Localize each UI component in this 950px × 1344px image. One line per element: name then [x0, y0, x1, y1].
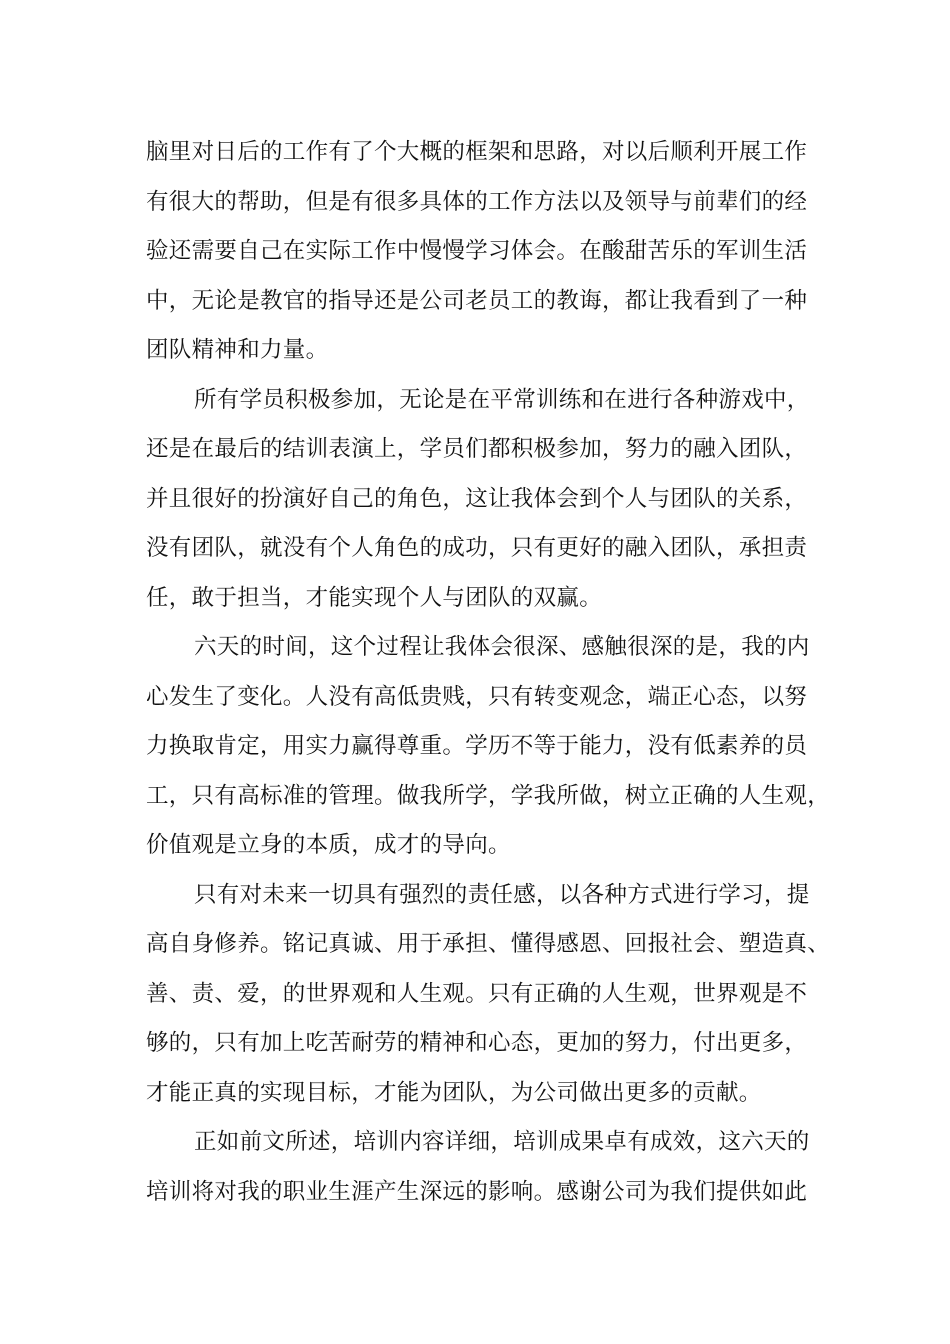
text-line: 任，敢于担当，才能实现个人与团队的双赢。: [146, 584, 603, 611]
text-line: 才能正真的实现目标，才能为团队，为公司做出更多的贡献。: [146, 1079, 762, 1106]
text-line: 还是在最后的结训表演上，学员们都积极参加，努力的融入团队，: [146, 436, 808, 462]
paragraph-first-line: 正如前文所述，培训内容详细，培训成果卓有成效，这六天的: [194, 1129, 810, 1155]
text-line: 工，只有高标准的管理。做我所学，学我所做，树立正确的人生观，: [146, 782, 831, 809]
paragraph-first-line: 只有对未来一切具有强烈的责任感，以各种方式进行学习，提: [194, 881, 810, 908]
text-line: 力换取肯定，用实力赢得尊重。学历不等于能力，没有低素养的员: [146, 733, 808, 759]
text-line: 高自身修养。铭记真诚、用于承担、懂得感恩、回报社会、塑造真、: [146, 931, 831, 957]
text-line: 培训将对我的职业生涯产生深远的影响。感谢公司为我们提供如此: [146, 1178, 808, 1205]
text-line: 验还需要自己在实际工作中慢慢学习体会。在酸甜苦乐的军训生活: [146, 238, 808, 264]
text-line: 心发生了变化。人没有高低贵贱，只有转变观念，端正心态，以努: [146, 683, 808, 710]
text-line: 价值观是立身的本质，成才的导向。: [146, 832, 511, 858]
text-line: 有很大的帮助，但是有很多具体的工作方法以及领导与前辈们的经: [146, 188, 808, 215]
text-line: 够的，只有加上吃苦耐劳的精神和心态，更加的努力，付出更多，: [146, 1030, 808, 1056]
text-line: 团队精神和力量。: [146, 337, 329, 363]
paragraph-first-line: 所有学员积极参加，无论是在平常训练和在进行各种游戏中，: [194, 386, 810, 413]
document-body: [146, 128, 836, 1217]
text-line: 没有团队，就没有个人角色的成功，只有更好的融入团队，承担责: [146, 535, 808, 561]
text-line: 中，无论是教官的指导还是公司老员工的教诲，都让我看到了一种: [146, 287, 808, 314]
text-line: 并且很好的扮演好自己的角色，这让我体会到个人与团队的关系，: [146, 485, 808, 512]
text-line: 脑里对日后的工作有了个大概的框架和思路，对以后顺利开展工作: [146, 139, 808, 165]
text-line: 善、责、爱，的世界观和人生观。只有正确的人生观，世界观是不: [146, 980, 808, 1007]
paragraph-first-line: 六天的时间，这个过程让我体会很深、感触很深的是，我的内: [194, 634, 810, 660]
